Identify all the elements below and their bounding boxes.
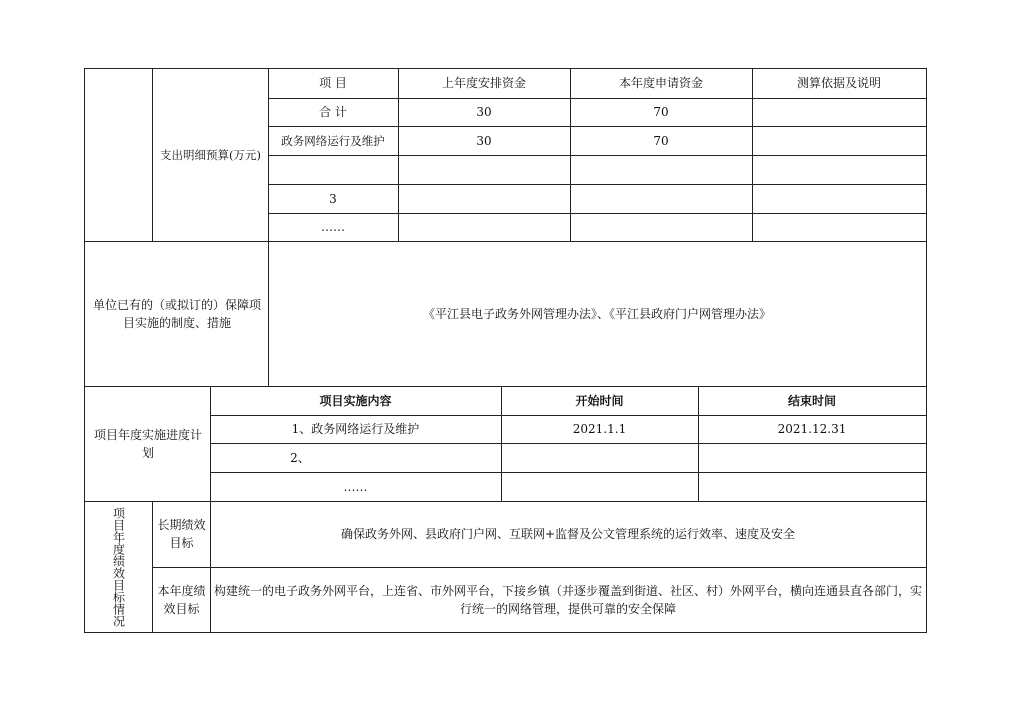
schedule-row-start: 2021.1.1 xyxy=(572,422,627,436)
measures-content: 《平江县电子政务外网管理办法》、《平江县政府门户网管理办法》 xyxy=(422,306,771,321)
annual-label: 本年度绩效目标 xyxy=(157,583,206,616)
budget-row-this-year xyxy=(570,184,752,213)
budget-row-this-year xyxy=(570,213,752,241)
budget-row-last-year: 30 xyxy=(476,133,492,148)
annual-content: 构建统一的电子政务外网平台，上连省、市外网平台，下接乡镇（并逐步覆盖到街道、社区、村）外网平台，横向连通县直各部门，实行统一的网络管理，提供可靠的安全保障 xyxy=(213,583,922,616)
budget-row-last-year xyxy=(398,155,570,184)
budget-header-basis: 测算依据及说明 xyxy=(796,76,881,90)
schedule-row-start xyxy=(501,472,698,501)
budget-row-basis xyxy=(752,213,926,241)
schedule-header-content: 项目实施内容 xyxy=(319,393,392,408)
budget-row-this-year: 70 xyxy=(653,105,669,119)
schedule-row-start xyxy=(501,443,698,472)
budget-row-last-year xyxy=(398,184,570,213)
budget-row-item: 3 xyxy=(329,191,337,206)
budget-row-item: 合 计 xyxy=(319,105,347,119)
budget-row-basis xyxy=(752,126,926,155)
schedule-row-end xyxy=(698,443,926,472)
schedule-row-end: 2021.12.31 xyxy=(777,422,847,436)
schedule-label: 项目年度实施进度计划 xyxy=(93,427,202,460)
budget-row-last-year xyxy=(398,213,570,241)
budget-header-this-year: 本年度申请资金 xyxy=(618,76,703,90)
budget-row-this-year: 70 xyxy=(653,133,669,148)
budget-row-basis xyxy=(752,98,926,126)
budget-section-label: 支出明细预算(万元) xyxy=(160,147,261,162)
schedule-header-start: 开始时间 xyxy=(575,393,624,408)
budget-row-this-year xyxy=(570,155,752,184)
budget-row-item: 政务网络运行及维护 xyxy=(281,133,385,148)
schedule-row-end xyxy=(698,472,926,501)
performance-label-cell xyxy=(85,501,152,632)
schedule-row-content: …… xyxy=(343,479,368,494)
border-bottom xyxy=(84,632,927,633)
measures-label: 单位已有的（或拟订的）保障项目实施的制度、措施 xyxy=(92,297,261,330)
budget-row-basis xyxy=(752,155,926,184)
budget-row-item xyxy=(268,155,398,184)
long-term-content: 确保政务外网、县政府门户网、互联网+监督及公文管理系统的运行效率、速度及安全 xyxy=(340,527,796,541)
schedule-header-end: 结束时间 xyxy=(787,393,836,408)
budget-row-last-year: 30 xyxy=(476,105,492,119)
schedule-row-content: 1、政务网络运行及维护 xyxy=(291,422,420,436)
budget-header-last-year: 上年度安排资金 xyxy=(441,76,526,90)
border-right xyxy=(926,68,927,633)
budget-row-item: …… xyxy=(321,220,345,234)
budget-row-basis xyxy=(752,184,926,213)
schedule-row-content: 2、 xyxy=(290,450,310,465)
budget-header-item: 项 目 xyxy=(319,76,347,90)
long-term-label: 长期绩效目标 xyxy=(157,518,206,550)
performance-label: 项目年度绩效目标情况 xyxy=(111,506,126,627)
